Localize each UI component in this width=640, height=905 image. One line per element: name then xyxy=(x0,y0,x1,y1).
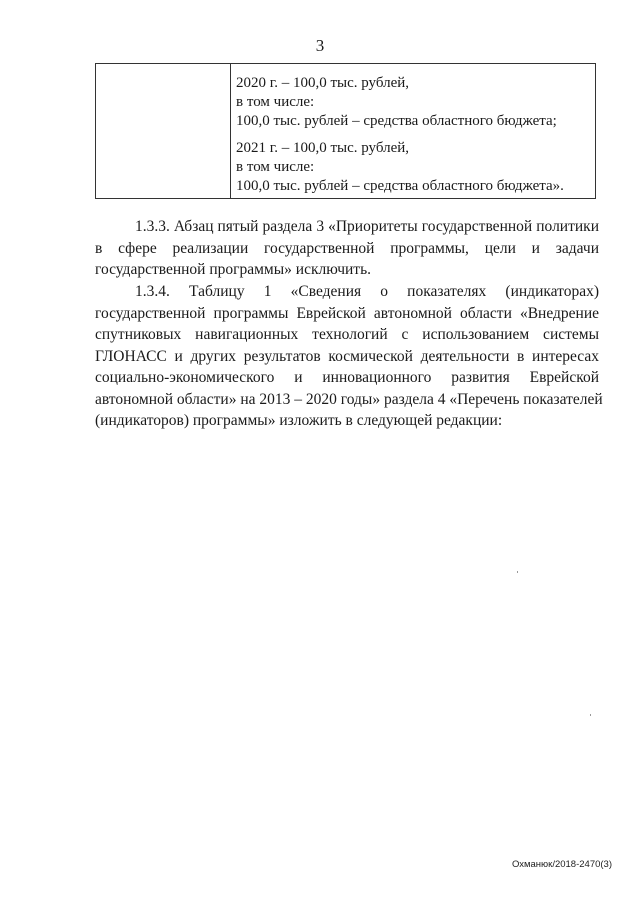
funding-2020-total: 2020 г. – 100,0 тыс. рублей, xyxy=(236,75,410,91)
paragraph-line: ГЛОНАСС и других результатов космической деятельности в интересах xyxy=(95,347,599,365)
paragraph-1-3-3 xyxy=(95,216,599,281)
paragraph-line: спутниковых навигационных технологий с использованием системы xyxy=(95,326,599,343)
paragraph-line: (индикаторов) программы» изложить в следующей редакции: xyxy=(95,412,503,429)
funding-2020-including: в том числе: xyxy=(236,94,315,110)
funding-2020-regional: 100,0 тыс. рублей – средства областного бюджета; xyxy=(236,113,557,129)
funding-table-label-cell xyxy=(96,64,231,198)
funding-2021-including: в том числе: xyxy=(236,159,315,175)
paragraph-line: 1.3.4. Таблицу 1 «Сведения о показателях (индикаторах) xyxy=(135,283,599,300)
funding-2021-block xyxy=(236,139,595,196)
funding-table-value-cell xyxy=(231,64,595,198)
paragraph-line: государственной программы Еврейской автономной области «Внедрение xyxy=(95,304,599,322)
page-number: 3 xyxy=(315,36,325,55)
scan-speck xyxy=(517,571,518,573)
funding-2021-total: 2021 г. – 100,0 тыс. рублей, xyxy=(236,140,410,156)
funding-2021-regional: 100,0 тыс. рублей – средства областного бюджета». xyxy=(236,178,564,194)
funding-table xyxy=(95,63,596,199)
paragraph-line: государственной программы» исключить. xyxy=(95,261,372,278)
paragraph-line: в сфере реализации государственной программы, цели и задачи xyxy=(95,239,599,257)
paragraph-1-3-4 xyxy=(95,281,603,432)
paragraph-line: 1.3.3. Абзац пятый раздела 3 «Приоритеты государственной политики xyxy=(135,218,599,235)
document-code: Охманюк/2018-2470(3) xyxy=(511,859,612,870)
scan-speck xyxy=(590,714,591,716)
funding-2020-block xyxy=(236,74,595,131)
paragraph-line: социально-экономического и инновационного развития Еврейской xyxy=(95,369,599,386)
paragraph-line: автономной области» на 2013 – 2020 годы» раздела 4 «Перечень показателей xyxy=(95,390,603,408)
